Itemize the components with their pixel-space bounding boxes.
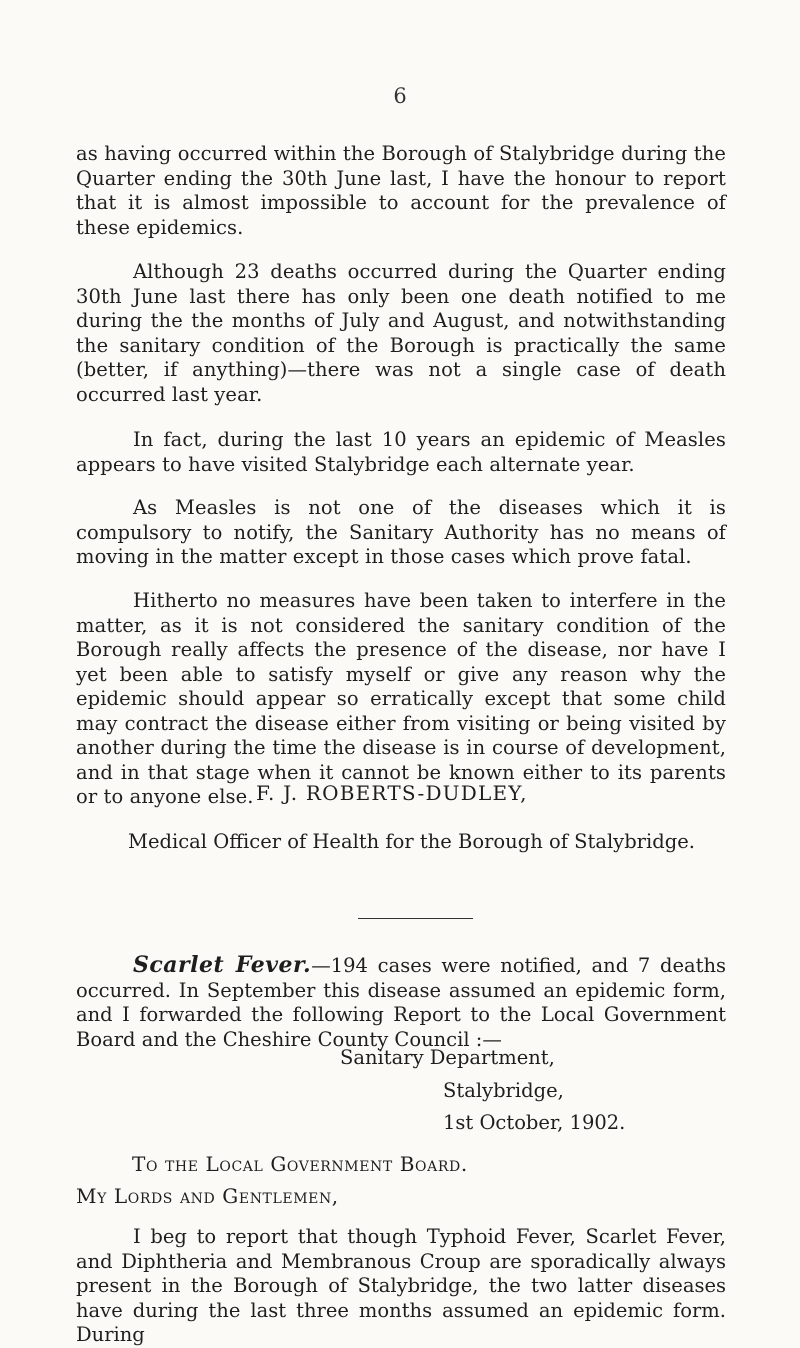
letter-salutation: My Lords and Gentlemen,: [76, 1184, 339, 1208]
paragraph-measures: [76, 589, 726, 810]
letter-body: [76, 1225, 726, 1348]
scarlet-fever-heading: Scarlet Fever.: [133, 952, 312, 978]
scarlet-fever-text: —194 cases were notified, and 7 deaths occurred. In September this disease assumed an epidemic form, and I forwarded the following Report to the Local Government Board and the Cheshire County Council :—: [76, 954, 727, 1051]
letter-address-town: Stalybridge,: [443, 1079, 564, 1102]
paragraph-text: I beg to report that though Typhoid Fever, Scarlet Fever, and Diphtheria and Membranous Croup are sporadically always present in the Borough of Stalybridge, the two latter diseases have during the last three months assumed an epidemic form. During: [76, 1225, 726, 1346]
paragraph-deaths: [76, 260, 726, 407]
paragraph-notification: [76, 496, 726, 570]
paragraph-text: Although 23 deaths occurred during the Quarter ending 30th June last there has only been one death notified to me during the the months of July and August, and notwithstanding the sanitary condition of the Borough is practically the same (better, if anything)—there was not a single case of death occurred last year.: [76, 260, 726, 406]
signature-title: Medical Officer of Health for the Borough of Stalybridge.: [128, 830, 695, 853]
scarlet-fever-paragraph: [76, 953, 726, 1052]
paragraph-continuation: [76, 142, 726, 240]
paragraph-text: as having occurred within the Borough of Stalybridge during the Quarter ending the 30th June last, I have the honour to report that it is almost impossible to account for the prevalence of these epidemics.: [76, 142, 726, 239]
page-number: 6: [393, 84, 407, 108]
letter-address-department: Sanitary Department,: [340, 1046, 555, 1069]
paragraph-measles-cycle: [76, 428, 726, 477]
paragraph-text: In fact, during the last 10 years an epidemic of Measles appears to have visited Stalybridge each alternate year.: [76, 428, 726, 476]
signature-name: F. J. ROBERTS-DUDLEY,: [256, 781, 528, 805]
paragraph-text: As Measles is not one of the diseases which it is compulsory to notify, the Sanitary Authority has no means of moving in the matter except in those cases which prove fatal.: [76, 496, 726, 568]
letter-addressee: To the Local Government Board.: [132, 1152, 468, 1176]
section-divider: [358, 918, 473, 919]
paragraph-text: Hitherto no measures have been taken to interfere in the matter, as it is not considered the sanitary condition of the Borough really affects the presence of the disease, nor have I yet been able to satisfy myself or give any reason why the epidemic should appear so erratically except that some child may contract the disease either from visiting or being visited by another during the time the disease is in course of development, and in that stage when it cannot be known either to its parents or to anyone else.: [76, 589, 726, 808]
letter-date: 1st October, 1902.: [443, 1111, 626, 1134]
